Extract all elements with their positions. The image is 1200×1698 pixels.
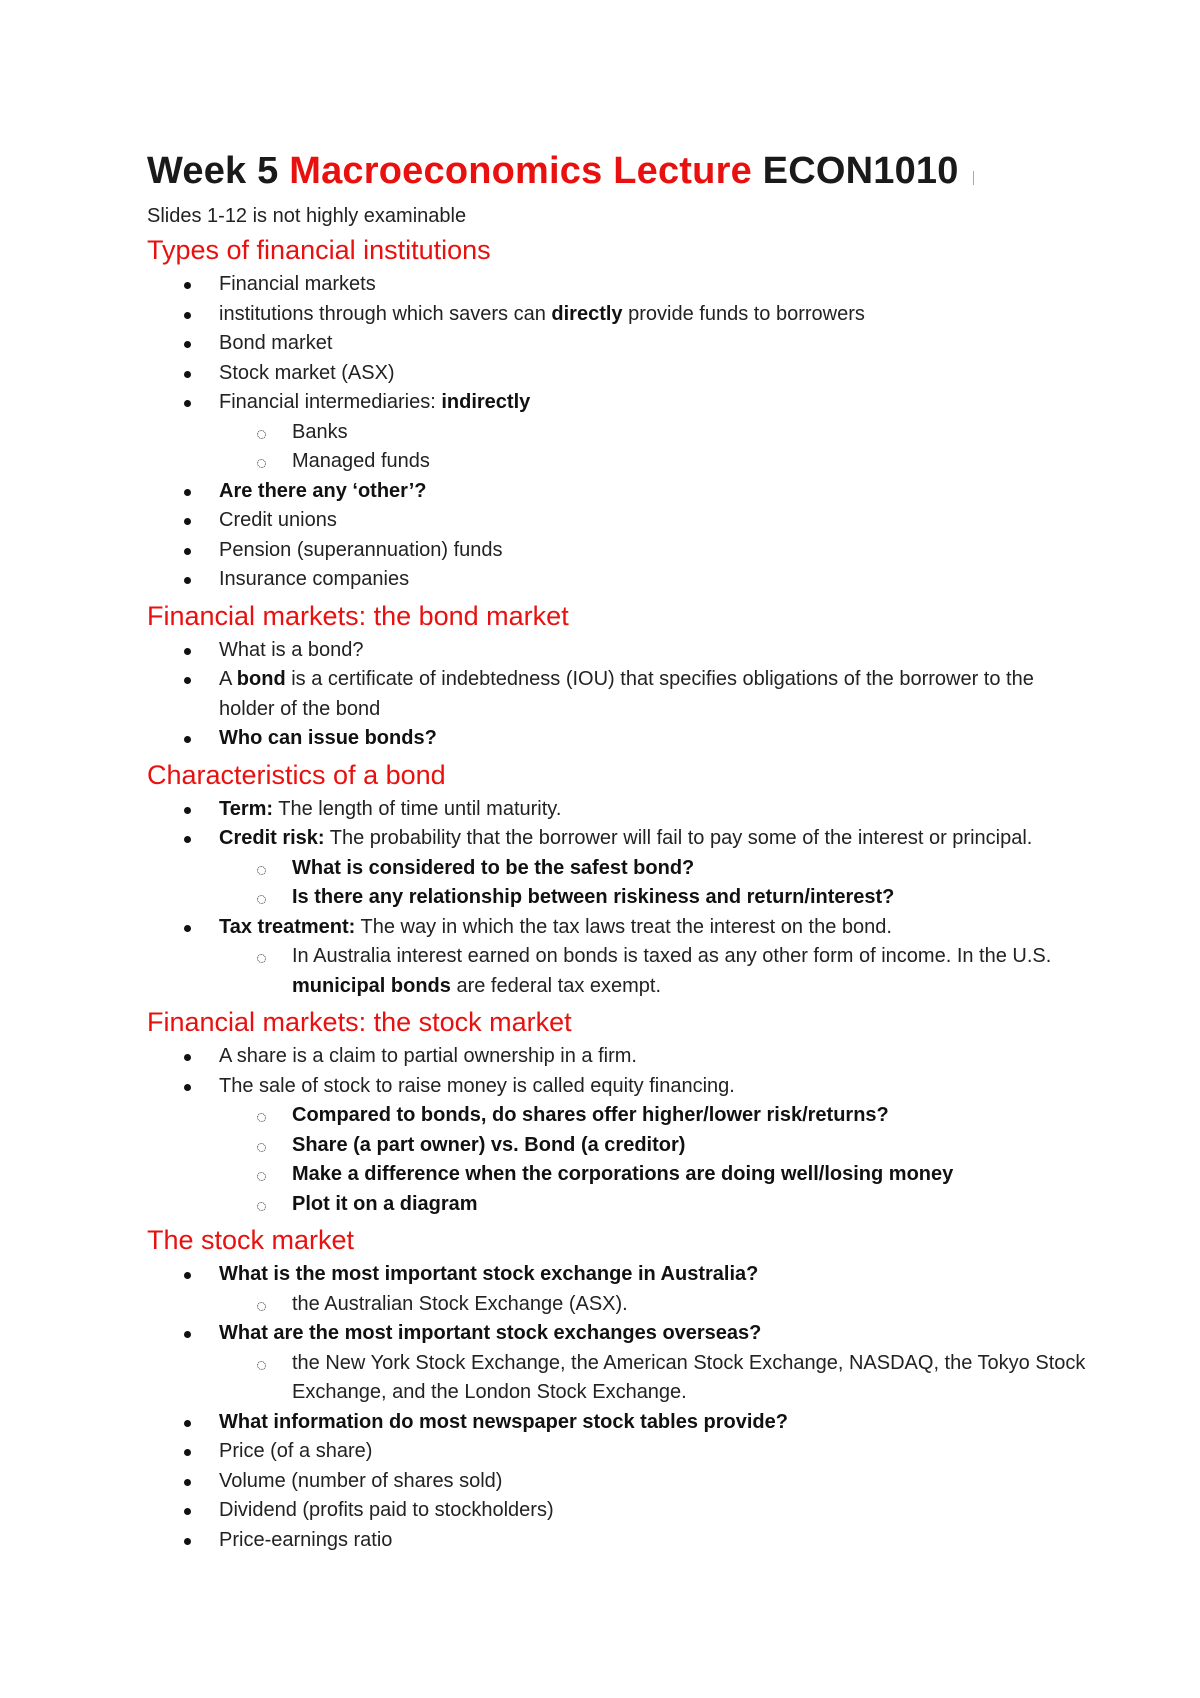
page-title [147, 148, 1087, 194]
sub-list-item: Share (a part owner) vs. Bond (a creditor) [147, 1131, 1087, 1161]
list-item: Price (of a share) [147, 1437, 1087, 1467]
hollow-bullet-icon [257, 1143, 266, 1152]
document-page [147, 148, 1087, 1558]
list-item: Credit unions [147, 506, 1087, 536]
hollow-bullet-icon [257, 895, 266, 904]
list-item: Tax treatment: The way in which the tax laws treat the interest on the bond. [147, 913, 1087, 943]
bullet-icon [184, 282, 191, 289]
bullet-icon [184, 1420, 191, 1427]
list-the-stock-market [147, 1260, 1087, 1555]
bullet-icon [184, 371, 191, 378]
bullet-icon [184, 489, 191, 496]
sub-list-item: Make a difference when the corporations are doing well/losing money [147, 1160, 1087, 1190]
sub-list-item: Managed funds [147, 447, 1087, 477]
hollow-bullet-icon [257, 1113, 266, 1122]
list-item: institutions through which savers can directly provide funds to borrowers [147, 300, 1087, 330]
bullet-icon [184, 736, 191, 743]
title-course-name: Macroeconomics Lecture [289, 150, 752, 192]
sub-list-item: Banks [147, 418, 1087, 448]
bullet-icon [184, 1508, 191, 1515]
bullet-icon [184, 1449, 191, 1456]
bullet-icon [184, 836, 191, 843]
sub-list-item: What is considered to be the safest bond? [147, 854, 1087, 884]
bullet-icon [184, 1479, 191, 1486]
section-heading-financial-institutions: Types of financial institutions [147, 235, 491, 265]
sub-list-item: Compared to bonds, do shares offer higher/lower risk/returns? [147, 1101, 1087, 1131]
section-heading-the-stock-market: The stock market [147, 1225, 355, 1255]
sub-list-item: In Australia interest earned on bonds is taxed as any other form of income. In the U.S. municipal bonds are federal tax exempt. [147, 942, 1087, 1001]
section-heading-bond-characteristics: Characteristics of a bond [147, 759, 446, 790]
bullet-icon [184, 548, 191, 555]
bullet-icon [184, 677, 191, 684]
subtitle: Slides 1-12 is not highly examinable [147, 205, 467, 227]
list-item: Pension (superannuation) funds [147, 536, 1087, 566]
hollow-bullet-icon [257, 866, 266, 875]
bullet-icon [184, 1538, 191, 1545]
list-financial-institutions [147, 270, 1087, 595]
bullet-icon [184, 341, 191, 348]
list-bond-characteristics [147, 795, 1087, 1002]
list-item: Stock market (ASX) [147, 359, 1087, 389]
bullet-icon [184, 1054, 191, 1061]
list-bond-market [147, 636, 1087, 754]
sub-list-item: Plot it on a diagram [147, 1190, 1087, 1220]
list-stock-market [147, 1042, 1087, 1219]
bullet-icon [184, 1272, 191, 1279]
title-week: Week 5 [147, 150, 290, 192]
bullet-icon [184, 577, 191, 584]
hollow-bullet-icon [257, 1302, 266, 1311]
list-item: What is a bond? [147, 636, 1087, 666]
list-item: Are there any ‘other’? [147, 477, 1087, 507]
list-item: What is the most important stock exchange in Australia? [147, 1260, 1087, 1290]
list-item: What information do most newspaper stock tables provide? [147, 1408, 1087, 1438]
list-item: Volume (number of shares sold) [147, 1467, 1087, 1497]
list-item: Insurance companies [147, 565, 1087, 595]
hollow-bullet-icon [257, 459, 266, 468]
hollow-bullet-icon [257, 1202, 266, 1211]
section-heading-bond-market: Financial markets: the bond market [147, 600, 569, 631]
title-course-code: ECON1010 [751, 150, 959, 192]
list-item: Bond market [147, 329, 1087, 359]
list-item: Financial intermediaries: indirectly [147, 388, 1087, 418]
section-heading-stock-market: Financial markets: the stock market [147, 1007, 572, 1037]
bullet-icon [184, 518, 191, 525]
bullet-icon [184, 1331, 191, 1338]
bullet-icon [184, 648, 191, 655]
list-item: Price-earnings ratio [147, 1526, 1087, 1556]
list-item: The sale of stock to raise money is called equity financing. [147, 1072, 1087, 1102]
bullet-icon [184, 807, 191, 814]
list-item: What are the most important stock exchanges overseas? [147, 1319, 1087, 1349]
hollow-bullet-icon [257, 430, 266, 439]
list-item: Dividend (profits paid to stockholders) [147, 1496, 1087, 1526]
hollow-bullet-icon [257, 954, 266, 963]
sub-list-item: the Australian Stock Exchange (ASX). [147, 1290, 1087, 1320]
list-item: Who can issue bonds? [147, 724, 1087, 754]
bullet-icon [184, 1084, 191, 1091]
list-item: Financial markets [147, 270, 1087, 300]
bullet-icon [184, 400, 191, 407]
hollow-bullet-icon [257, 1361, 266, 1370]
list-item: A bond is a certificate of indebtedness (IOU) that specifies obligations of the borrower to the holder of the bond [147, 665, 1087, 724]
hollow-bullet-icon [257, 1172, 266, 1181]
list-item: Credit risk: The probability that the borrower will fail to pay some of the interest or principal. [147, 824, 1087, 854]
sub-list-item: Is there any relationship between riskiness and return/interest? [147, 883, 1087, 913]
list-item: A share is a claim to partial ownership in a firm. [147, 1042, 1087, 1072]
text-cursor [973, 171, 974, 185]
list-item: Term: The length of time until maturity. [147, 795, 1087, 825]
bullet-icon [184, 312, 191, 319]
bullet-icon [184, 925, 191, 932]
sub-list-item: the New York Stock Exchange, the American Stock Exchange, NASDAQ, the Tokyo Stock Exchange, and the London Stock Exchange. [147, 1349, 1087, 1408]
